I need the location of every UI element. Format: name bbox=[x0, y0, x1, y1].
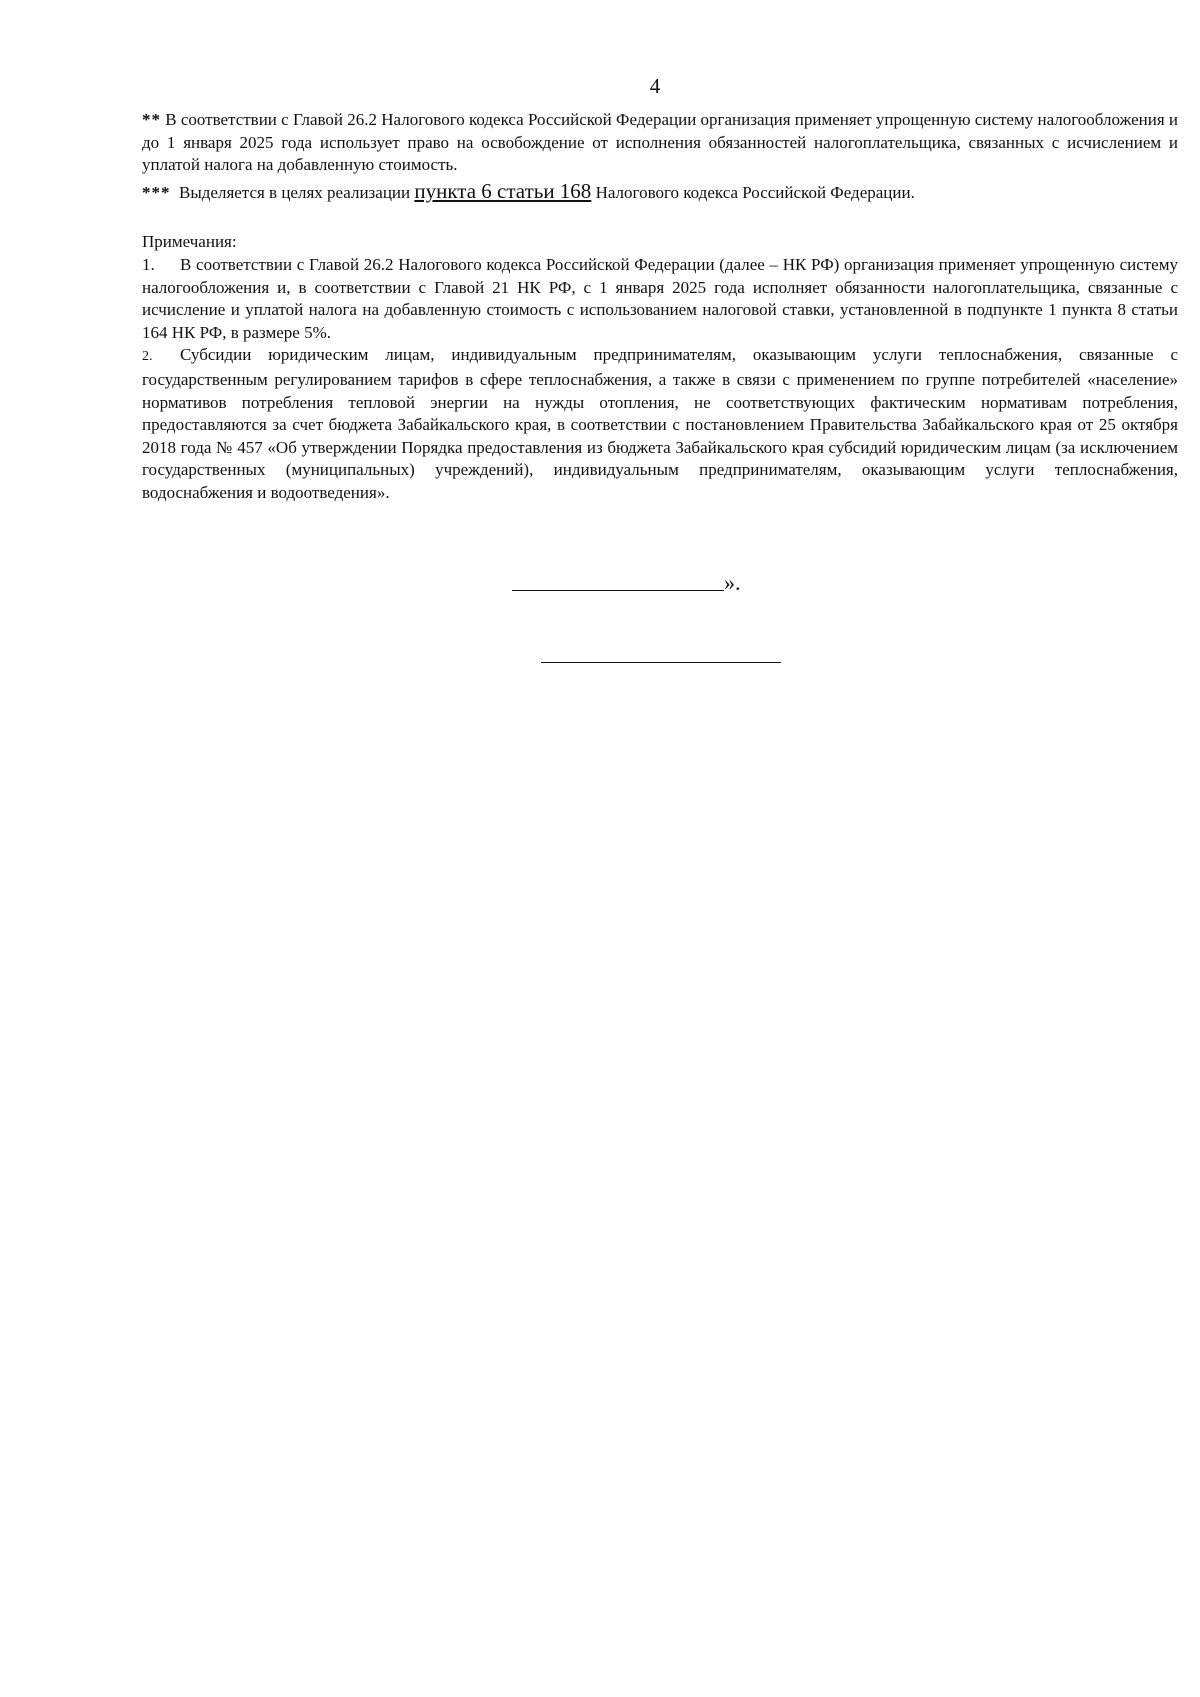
footnote-double-asterisk bbox=[142, 109, 1178, 177]
footnote-marker: ** bbox=[142, 110, 161, 129]
note-number: 1. bbox=[142, 254, 155, 274]
note-number: 2. bbox=[142, 349, 153, 365]
footnote-text-before: Выделяется в целях реализации bbox=[179, 182, 411, 202]
note-text: Субсидии юридическим лицам, индивидуальным предпринимателям, оказывающим услуги теплоснабжения, связанные с государственным регулированием тарифов в сфере теплоснабжения, а также в связи с применением по группе потребителей «население» нормативов потребления тепловой энергии на нужды отопления, не соответствующих фактическим нормативам потребления, предоставляются за счет бюджета Забайкальского края, в соответствии с постановлением Правительства Забайкальского края от 25 октября 2018 года № 457 «Об утверждении Порядка предоставления из бюджета Забайкальского края субсидий юридическим лицам (за исключением государственных (муниципальных) учреждений), индивидуальным предпринимателям, оказывающим услуги теплоснабжения, водоснабжения и водоотведения». bbox=[142, 345, 1178, 502]
note-item bbox=[142, 254, 1178, 344]
footnote-text: В соответствии с Главой 26.2 Налогового кодекса Российской Федерации организация применяет упрощенную систему налогообложения и до 1 января 2025 года использует право на освобождение от исполнения обязанностей налогоплательщика, связанных с исчислением и уплатой налога на добавленную стоимость. bbox=[142, 110, 1179, 175]
page-number: 4 bbox=[649, 74, 661, 98]
document-body bbox=[142, 108, 1178, 505]
footnote-marker: *** bbox=[142, 182, 171, 202]
closing-rule bbox=[512, 590, 724, 591]
note-text: В соответствии с Главой 26.2 Налогового кодекса Российской Федерации (далее – НК РФ) организация применяет упрощенную систему налогообложения и, в соответствии с Главой 21 НК РФ, с 1 января 2025 года исполняет обязанности налогоплательщика, связанные с исчисление и уплатой налога на добавленную стоимость с использованием налоговой ставки, установленной в подпункте 1 пункта 8 статьи 164 НК РФ, в размере 5%. bbox=[142, 254, 1178, 342]
end-of-document-rule bbox=[541, 662, 781, 663]
footnote-text-after: Налогового кодекса Российской Федерации. bbox=[595, 182, 915, 202]
footnote-triple-asterisk bbox=[142, 180, 1178, 205]
closing-line bbox=[512, 570, 741, 596]
law-reference-link[interactable]: пункта 6 статьи 168 bbox=[414, 178, 592, 203]
note-item bbox=[142, 344, 1178, 504]
closing-mark: ». bbox=[724, 570, 741, 595]
notes-heading: Примечания: bbox=[142, 232, 237, 252]
